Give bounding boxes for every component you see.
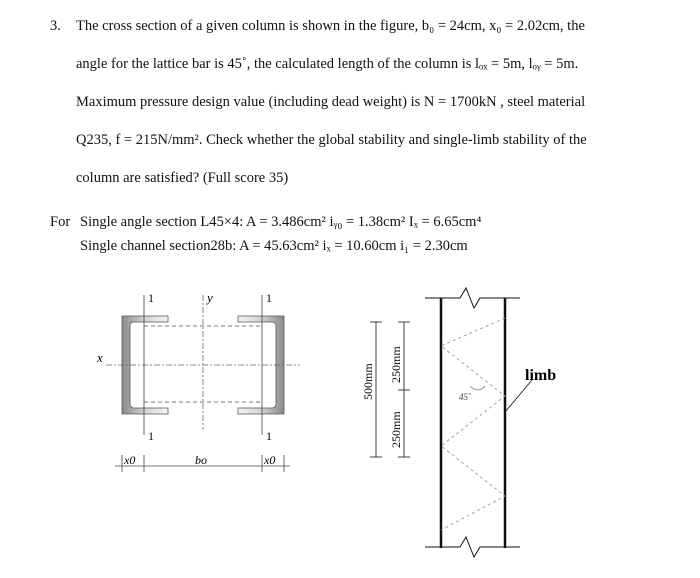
limb-label: limb	[525, 367, 557, 384]
dim-b0: bo	[195, 453, 207, 467]
label-1-top-right: 1	[266, 291, 272, 305]
dim-250mm-top: 250mm	[389, 346, 403, 383]
problem-line-4: Q235, f = 215N/mm². Check whether the global stability and single-limb stability of the	[76, 132, 587, 148]
label-x: x	[97, 350, 103, 365]
label-y: y	[207, 290, 213, 305]
label-1-bottom-left: 1	[148, 429, 154, 443]
dim-500mm: 500mm	[361, 363, 375, 400]
problem-line-1: The cross section of a given column is shown in the figure, b₀ = 24cm, x₀ = 2.02cm, the	[76, 18, 585, 34]
label-1-top-left: 1	[148, 291, 154, 305]
given-channel-section: Single channel section28b: A = 45.63cm² iₓ = 10.60cm i₁ = 2.30cm	[80, 238, 468, 254]
label-1-bottom-right: 1	[266, 429, 272, 443]
lattice-bars	[441, 318, 505, 530]
angle-label: 45˚	[459, 392, 471, 402]
problem-number: 3.	[50, 18, 61, 34]
given-prefix: For	[50, 214, 71, 230]
given-angle-section: Single angle section L45×4: A = 3.486cm² iᵧ₀ = 1.38cm² Iₓ = 6.65cm⁴	[80, 214, 482, 230]
problem-line-3: Maximum pressure design value (including dead weight) is N = 1700kN , steel material	[76, 94, 586, 110]
dim-250mm-bottom: 250mm	[389, 411, 403, 448]
elevation-figure	[361, 288, 556, 557]
problem-line-5: column are satisfied? (Full score 35)	[76, 170, 289, 186]
dim-x0-left: x0	[124, 453, 136, 467]
dim-x0-right: x0	[264, 453, 276, 467]
problem-line-2: angle for the lattice bar is 45˚, the calculated length of the column is lₒₓ = 5m, lₒᵧ = 5m.	[76, 56, 579, 72]
